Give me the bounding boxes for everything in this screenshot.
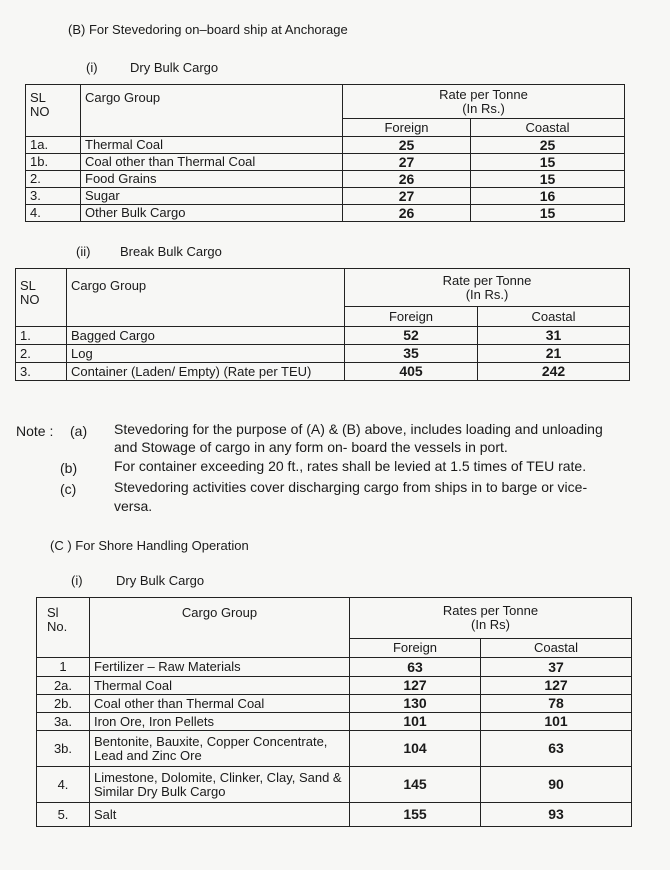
table-row [16, 327, 630, 345]
note-a-label: (a) [70, 423, 88, 439]
table-row [26, 188, 625, 205]
section-b-break-bulk-num: (ii) [76, 244, 91, 259]
table-row [37, 767, 632, 803]
foreign-header: Foreign [343, 119, 471, 137]
coastal-rate-cell: 16 [471, 188, 625, 205]
foreign-rate-cell: 405 [345, 363, 478, 381]
coastal-rate-cell: 101 [481, 713, 632, 731]
cargo-group-cell: Log [67, 345, 345, 363]
cargo-group-header: Cargo Group [67, 269, 345, 327]
table-row [37, 677, 632, 695]
section-c-dry-bulk-num: (i) [71, 573, 83, 588]
table-row [16, 345, 630, 363]
sl-no-header: Sl No. [37, 598, 90, 658]
coastal-rate-cell: 90 [481, 767, 632, 803]
coastal-rate-cell: 31 [478, 327, 630, 345]
coastal-rate-cell: 93 [481, 803, 632, 827]
cargo-group-cell: Thermal Coal [81, 137, 343, 154]
cargo-group-header: Cargo Group [90, 598, 350, 658]
table-row [37, 658, 632, 677]
note-c-label: (c) [60, 481, 77, 497]
coastal-header: Coastal [481, 639, 632, 658]
sl-cell: 2. [16, 345, 67, 363]
cargo-group-cell: Thermal Coal [90, 677, 350, 695]
sl-cell: 1 [37, 658, 90, 677]
section-b-dry-bulk-num: (i) [86, 60, 98, 75]
sl-cell: 3. [16, 363, 67, 381]
foreign-rate-cell: 27 [343, 188, 471, 205]
section-c-title: (C ) For Shore Handling Operation [50, 538, 249, 553]
cargo-group-cell: Bagged Cargo [67, 327, 345, 345]
sl-cell: 4. [37, 767, 90, 803]
coastal-rate-cell: 15 [471, 171, 625, 188]
coastal-header: Coastal [478, 307, 630, 327]
coastal-rate-cell: 15 [471, 205, 625, 222]
break-bulk-anchorage-table [15, 268, 630, 381]
sl-no-header: SL NO [16, 269, 67, 327]
cargo-group-header: Cargo Group [81, 85, 343, 137]
foreign-rate-cell: 63 [350, 658, 481, 677]
rate-header: Rate per Tonne (In Rs.) [345, 269, 630, 307]
sl-cell: 4. [26, 205, 81, 222]
coastal-rate-cell: 25 [471, 137, 625, 154]
note-b-label: (b) [60, 460, 78, 476]
cargo-group-cell: Food Grains [81, 171, 343, 188]
foreign-rate-cell: 35 [345, 345, 478, 363]
foreign-rate-cell: 25 [343, 137, 471, 154]
coastal-rate-cell: 63 [481, 731, 632, 767]
sl-cell: 2a. [37, 677, 90, 695]
coastal-rate-cell: 21 [478, 345, 630, 363]
foreign-rate-cell: 145 [350, 767, 481, 803]
section-b-title: (B) For Stevedoring on–board ship at Anchorage [68, 22, 348, 37]
table-row [26, 171, 625, 188]
rate-header: Rate per Tonne (In Rs.) [343, 85, 625, 119]
foreign-header: Foreign [345, 307, 478, 327]
dry-bulk-anchorage-table [25, 84, 625, 222]
table-row [37, 803, 632, 827]
coastal-rate-cell: 242 [478, 363, 630, 381]
cargo-group-cell: Other Bulk Cargo [81, 205, 343, 222]
sl-cell: 5. [37, 803, 90, 827]
rate-header: Rates per Tonne (In Rs) [350, 598, 632, 639]
foreign-rate-cell: 26 [343, 205, 471, 222]
note-a-text-line1: Stevedoring for the purpose of (A) & (B) above, includes loading and unloading [114, 421, 603, 437]
foreign-rate-cell: 155 [350, 803, 481, 827]
table-row [26, 137, 625, 154]
sl-cell: 1b. [26, 154, 81, 171]
foreign-rate-cell: 130 [350, 695, 481, 713]
foreign-header: Foreign [350, 639, 481, 658]
cargo-group-cell: Fertilizer – Raw Materials [90, 658, 350, 677]
foreign-rate-cell: 52 [345, 327, 478, 345]
foreign-rate-cell: 101 [350, 713, 481, 731]
cargo-group-cell: Coal other than Thermal Coal [90, 695, 350, 713]
table-row [37, 713, 632, 731]
note-b-text: For container exceeding 20 ft., rates shall be levied at 1.5 times of TEU rate. [114, 458, 587, 474]
note-c-text-line1: Stevedoring activities cover discharging cargo from ships in to barge or vice- [114, 479, 588, 495]
table-row [16, 363, 630, 381]
note-a-text-line2: and Stowage of cargo in any form on- board the vessels in port. [114, 439, 508, 455]
coastal-rate-cell: 78 [481, 695, 632, 713]
coastal-rate-cell: 127 [481, 677, 632, 695]
table-row [26, 154, 625, 171]
foreign-rate-cell: 26 [343, 171, 471, 188]
cargo-group-cell: Coal other than Thermal Coal [81, 154, 343, 171]
table-row [26, 205, 625, 222]
sl-cell: 3a. [37, 713, 90, 731]
sl-cell: 1. [16, 327, 67, 345]
sl-cell: 2. [26, 171, 81, 188]
section-b-break-bulk-label: Break Bulk Cargo [120, 244, 222, 259]
table-row [37, 731, 632, 767]
sl-cell: 2b. [37, 695, 90, 713]
cargo-group-cell: Limestone, Dolomite, Clinker, Clay, Sand & Similar Dry Bulk Cargo [90, 767, 350, 803]
foreign-rate-cell: 127 [350, 677, 481, 695]
note-label: Note : [16, 423, 54, 439]
foreign-rate-cell: 27 [343, 154, 471, 171]
dry-bulk-shore-table [36, 597, 632, 827]
cargo-group-cell: Salt [90, 803, 350, 827]
coastal-header: Coastal [471, 119, 625, 137]
cargo-group-cell: Iron Ore, Iron Pellets [90, 713, 350, 731]
coastal-rate-cell: 15 [471, 154, 625, 171]
note-c-text-line2: versa. [114, 498, 153, 514]
foreign-rate-cell: 104 [350, 731, 481, 767]
cargo-group-cell: Sugar [81, 188, 343, 205]
section-b-dry-bulk-label: Dry Bulk Cargo [130, 60, 219, 75]
sl-cell: 3b. [37, 731, 90, 767]
table-row [37, 695, 632, 713]
section-c-dry-bulk-label: Dry Bulk Cargo [116, 573, 205, 588]
cargo-group-cell: Container (Laden/ Empty) (Rate per TEU) [67, 363, 345, 381]
sl-cell: 1a. [26, 137, 81, 154]
sl-cell: 3. [26, 188, 81, 205]
coastal-rate-cell: 37 [481, 658, 632, 677]
cargo-group-cell: Bentonite, Bauxite, Copper Concentrate, Lead and Zinc Ore [90, 731, 350, 767]
sl-no-header: SL NO [26, 85, 81, 137]
